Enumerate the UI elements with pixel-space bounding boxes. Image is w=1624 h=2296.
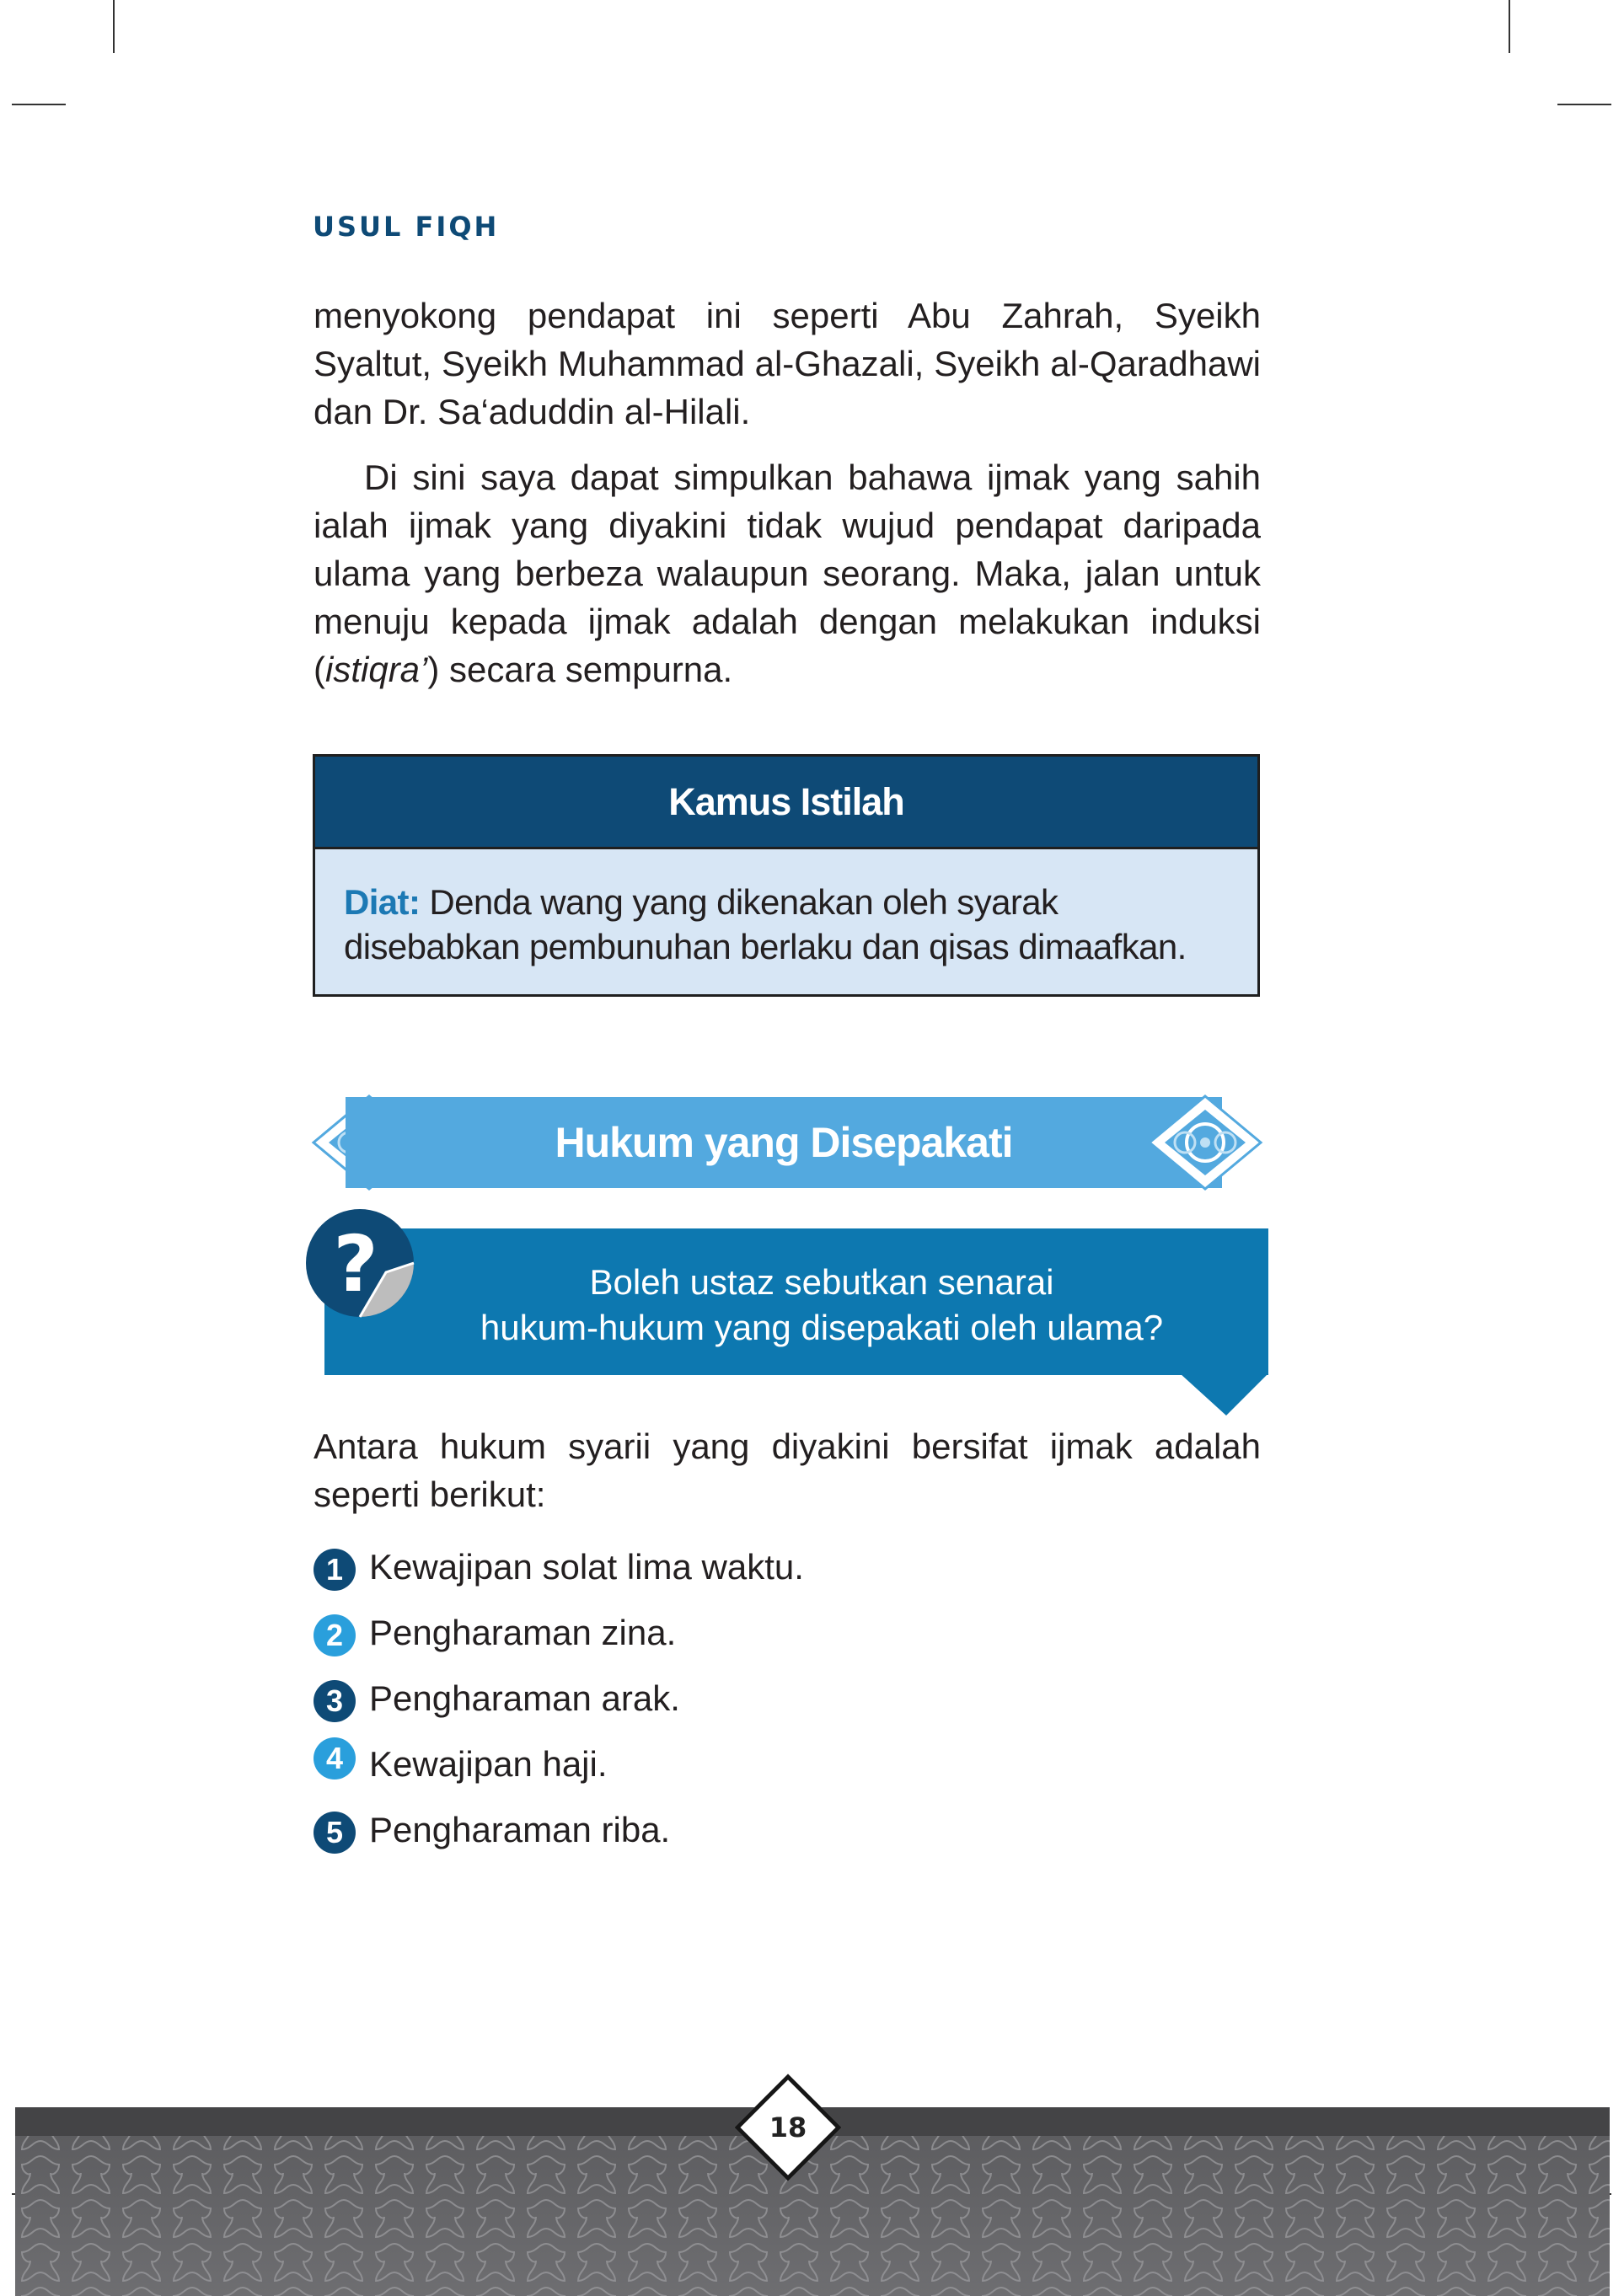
- paragraph-lead: Di sini saya dapat simpulkan bahawa ijmak yang sahih ialah ijmak yang diyakini tidak wujud pendapat daripada ulama yang berbeza walaupun seorang. Maka, jalan untuk menuju kepada ijmak adalah dengan melakukan induksi (: [314, 458, 1261, 689]
- list-item-text: Pengharaman zina.: [369, 1613, 677, 1652]
- page-number: 18: [769, 2111, 807, 2143]
- paragraph-tail: ) secara sempurna.: [427, 650, 733, 689]
- paragraph-conclusion: [314, 453, 1261, 693]
- question-line-1: Boleh ustaz sebutkan senarai: [589, 1262, 1054, 1302]
- speech-tail: [1180, 1373, 1268, 1416]
- list-number-badge: 1: [314, 1549, 356, 1591]
- list-item-text: Kewajipan haji.: [369, 1744, 608, 1784]
- glossary-definition: Denda wang yang dikenakan oleh syarak disebabkan pembunuhan berlaku dan qisas dimaafkan.: [344, 882, 1187, 966]
- list-number-badge: 2: [314, 1614, 356, 1656]
- section-banner: [346, 1097, 1222, 1188]
- list-number-badge: 3: [314, 1680, 356, 1722]
- section-title: Hukum yang Disepakati: [555, 1119, 1013, 1166]
- question-mark-icon: [303, 1207, 417, 1320]
- crop-mark: [12, 104, 66, 105]
- list-number-badge: 5: [314, 1812, 356, 1854]
- crop-mark: [1509, 0, 1510, 53]
- list-item-text: Kewajipan solat lima waktu.: [369, 1547, 804, 1587]
- running-head: USUL FIQH: [313, 211, 500, 243]
- list-number-badge: 4: [314, 1737, 356, 1780]
- svg-text:?: ?: [333, 1219, 378, 1309]
- question-line-2: hukum-hukum yang disepakati oleh ulama?: [480, 1308, 1164, 1347]
- list-item-text: Pengharaman riba.: [369, 1810, 671, 1849]
- glossary-box: [313, 754, 1260, 997]
- question-box: [324, 1228, 1268, 1375]
- glossary-entry: [315, 849, 1257, 969]
- ornament-right-icon: [1146, 1093, 1264, 1192]
- crop-mark: [113, 0, 115, 53]
- list-intro: Antara hukum syarii yang diyakini bersifat ijmak adalah seperti berikut:: [314, 1426, 1261, 1514]
- glossary-title: Kamus Istilah: [315, 757, 1257, 849]
- crop-mark: [1557, 104, 1611, 105]
- paragraph-continued: menyokong pendapat ini seperti Abu Zahrah, Syeikh Syaltut, Syeikh Muhammad al-Ghazali, Syeikh al-Qaradhawi dan Dr. Sa‘aduddin al-Hilali.: [314, 296, 1261, 431]
- term-istiqra: istiqra’: [325, 650, 428, 689]
- list-item-text: Pengharaman arak.: [369, 1678, 680, 1718]
- glossary-term: Diat:: [344, 882, 421, 922]
